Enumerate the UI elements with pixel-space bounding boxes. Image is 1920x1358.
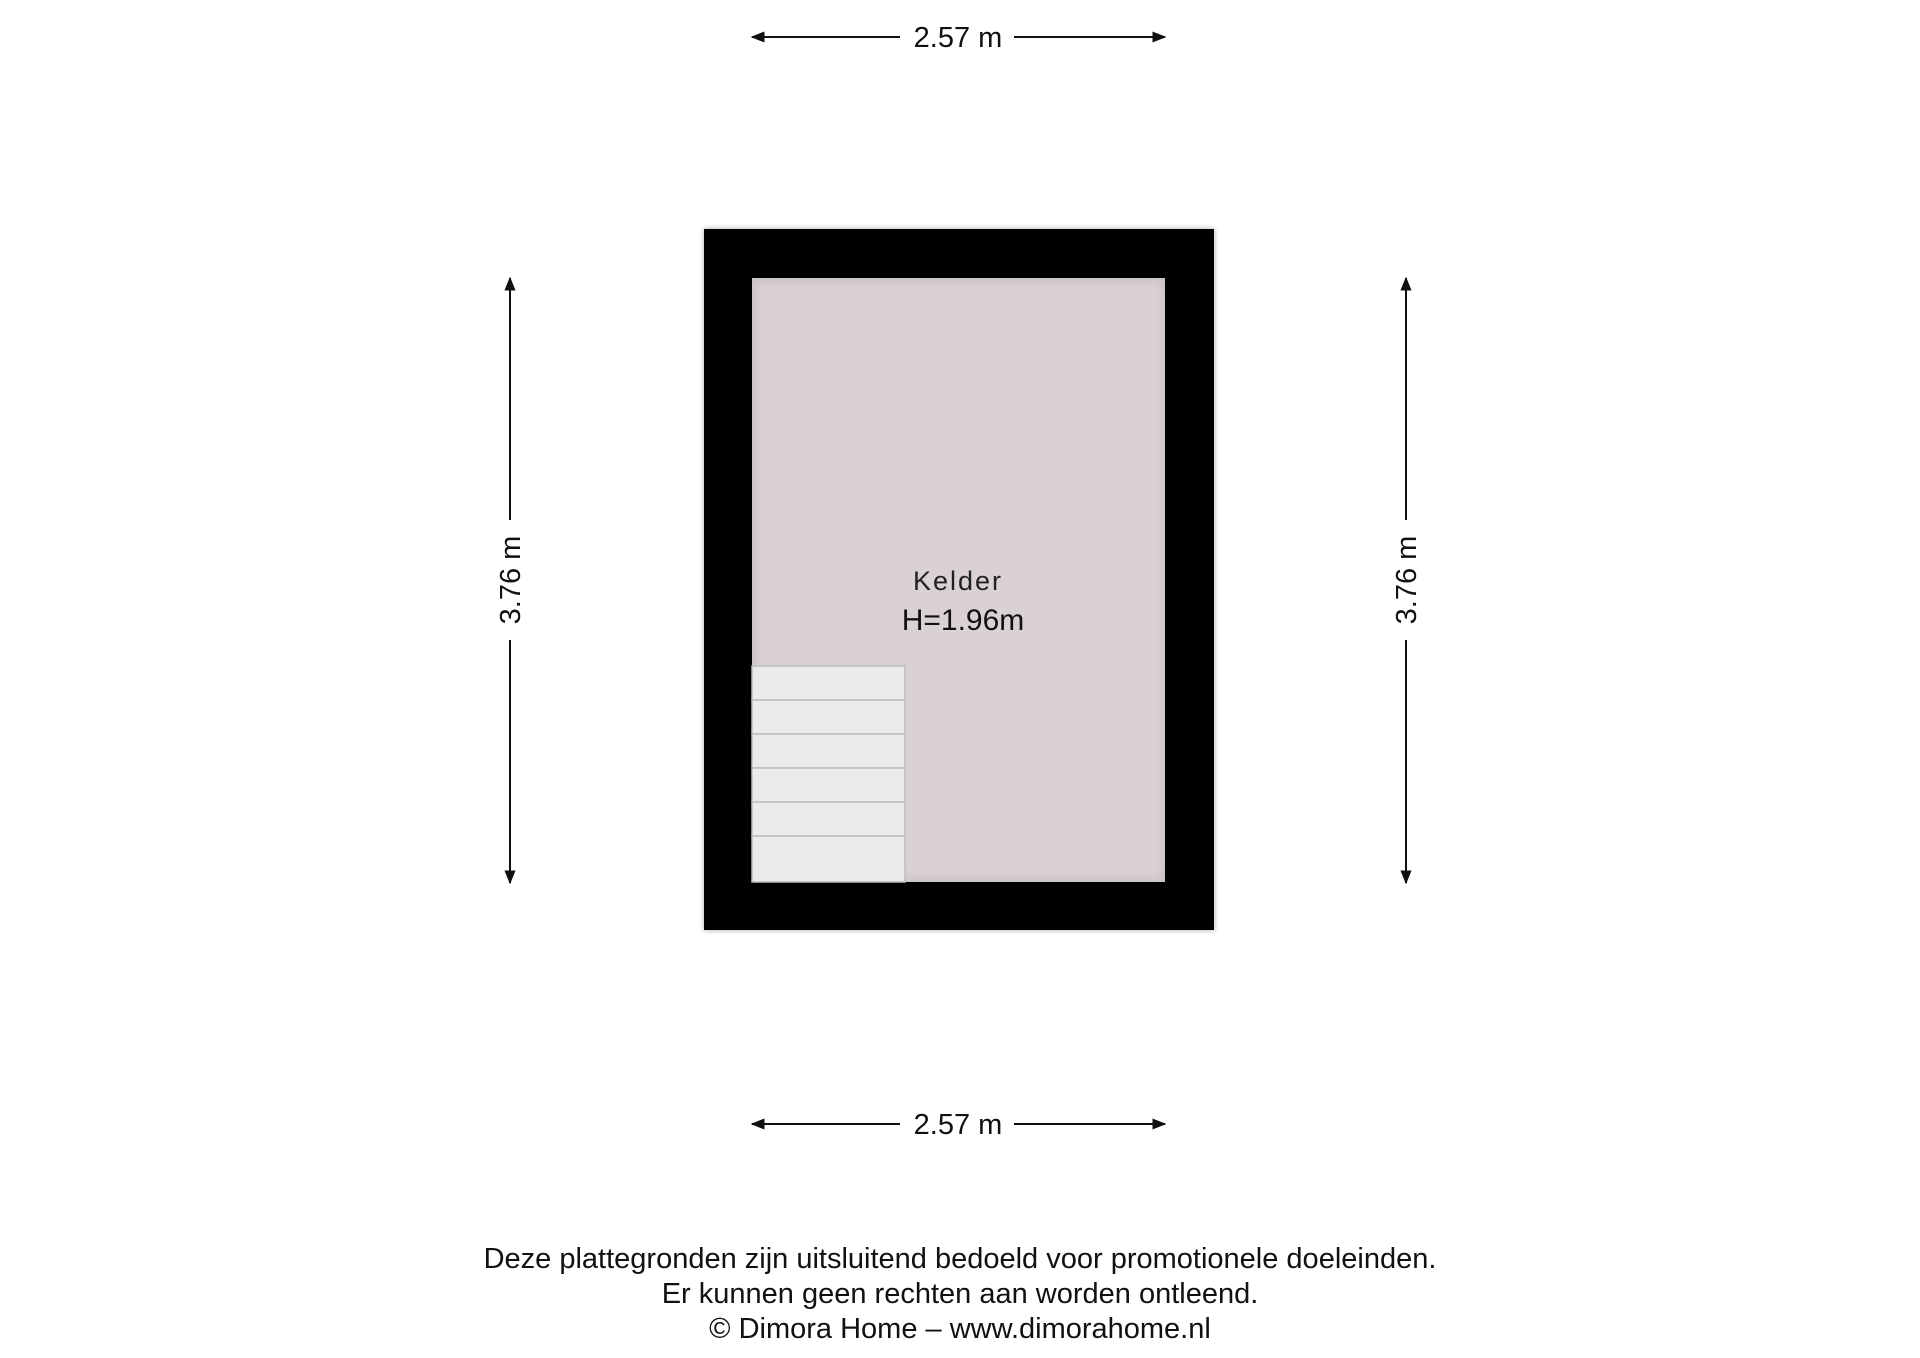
dimension-label-left: 3.76 m — [495, 535, 527, 625]
dimension-bottom — [752, 1109, 1165, 1141]
disclaimer-line-2: Er kunnen geen rechten aan worden ontleend. — [661, 1278, 1259, 1310]
stair-step — [752, 768, 905, 802]
dimension-label-top: 2.57 m — [913, 22, 1003, 54]
room-height-label: H=1.96m — [901, 604, 1025, 637]
staircase — [752, 666, 905, 882]
stair-step — [752, 836, 905, 882]
dimension-label-right: 3.76 m — [1391, 535, 1423, 625]
stair-step — [752, 802, 905, 836]
room-kelder — [704, 229, 1214, 930]
disclaimer-line-3: © Dimora Home – www.dimorahome.nl — [709, 1313, 1211, 1345]
dimension-top — [752, 22, 1165, 54]
dimension-label-bottom: 2.57 m — [913, 1109, 1003, 1141]
stair-step — [752, 734, 905, 768]
stair-step — [752, 700, 905, 734]
disclaimer-line-1: Deze plattegronden zijn uitsluitend bedoeld voor promotionele doeleinden. — [483, 1243, 1437, 1275]
dimension-right — [1391, 278, 1423, 883]
room-label: Kelder — [912, 566, 1004, 596]
disclaimer — [0, 1242, 1920, 1347]
stair-step — [752, 666, 905, 700]
dimension-left — [495, 278, 527, 883]
